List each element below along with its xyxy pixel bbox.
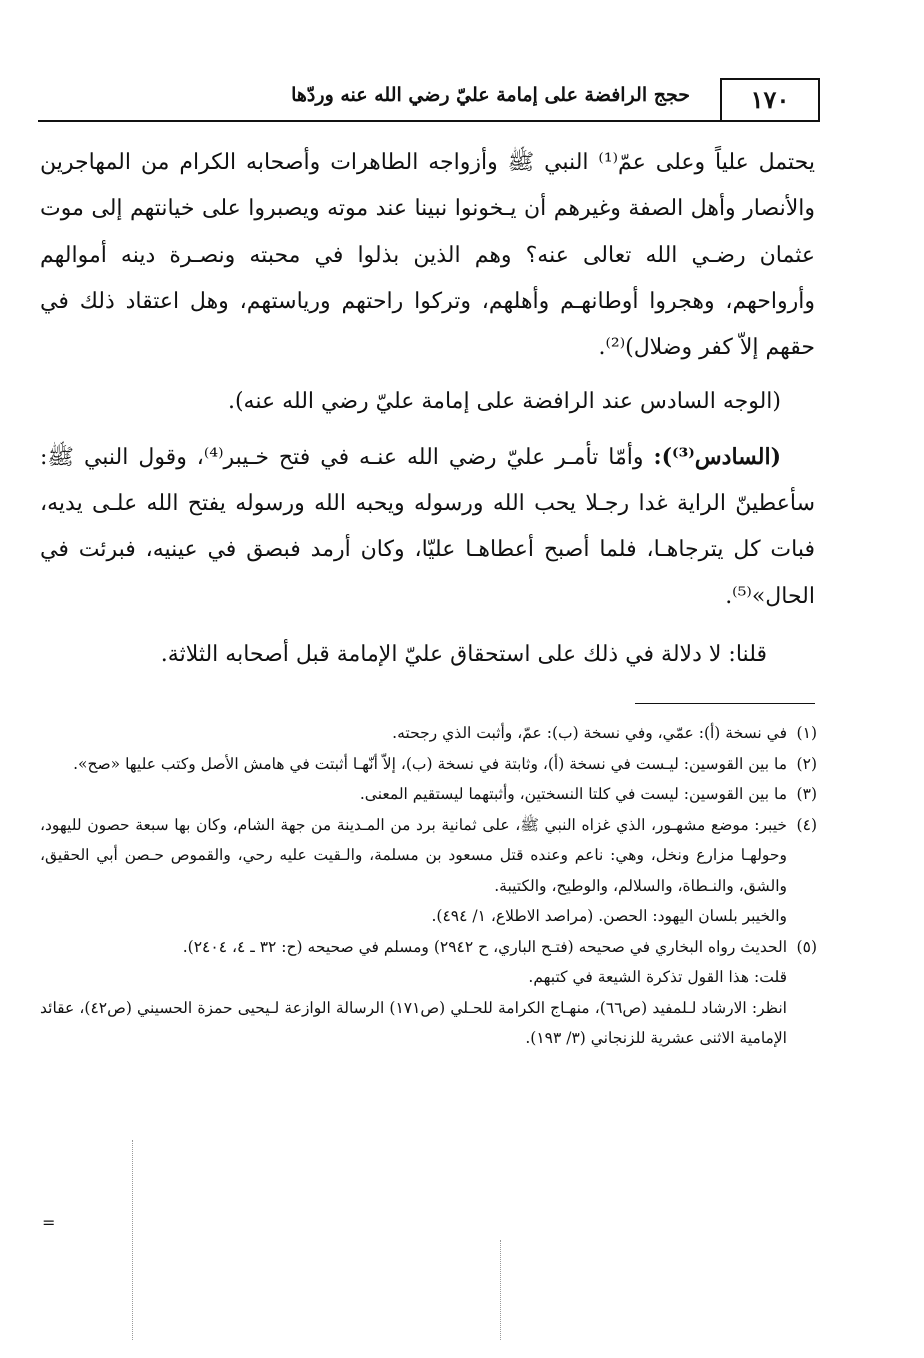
- footnotes: [40, 718, 817, 1054]
- footnote-text: ما بين القوسين: ليـست في نسخة (أ)، وثابتة في نسخة (ب)، إلاّ أنّهـا أثبتت في هامش الأصل وكتب عليها «صح».: [73, 754, 787, 773]
- footnote-text: خيبر: موضع مشهـور، الذي غزاه النبي ﷺ، على ثمانية برد من المـدينة من جهة الشام، وكان بها سبعة حصون لليهود، وحولهـا مزارع ونخل، وهي: ناعم وعنده قتل مسعود بن مسلمة، والـقيت عليه رحي، والقموص حـصن أبي الحقيق، والشق، والنـطاة، والسلالم، والوطيح، والكتيبة.: [40, 815, 787, 895]
- scan-artifact-line: [500, 1240, 501, 1340]
- footnote-number: (١): [796, 724, 817, 742]
- page-header: [38, 78, 820, 122]
- paragraph-3: قلنا: لا دلالة في ذلك على استحقاق عليّ الإمامة قبل أصحابه الثلاثة.: [160, 641, 767, 667]
- continuation-mark: =: [42, 1213, 56, 1232]
- footnote-2: [40, 749, 817, 780]
- footnote-5-comment: قلت: هذا القول تذكرة الشيعة في كتبهم.: [528, 968, 787, 986]
- footnote-separator: [635, 703, 815, 704]
- footnote-number: (٣): [796, 785, 817, 803]
- footnote-number: (٥): [796, 937, 817, 956]
- running-title: حجج الرافضة على إمامة عليّ رضي الله عنه وردّها: [291, 84, 690, 106]
- paragraph-2-label: (السادس⁽³⁾):: [653, 443, 781, 470]
- scan-artifact-line: [132, 1140, 133, 1340]
- footnote-text: ما بين القوسين: ليست في كلتا النسختين، وأثبتهما ليستقيم المعنى.: [359, 785, 787, 803]
- paragraph-2: [40, 434, 815, 620]
- footnote-5-references: انظر: الارشاد لـلمفيد (ص٦٦)، منهـاج الكرامة للحـلي (ص١٧١) الرسالة الوازعة لـيحيى حمزة الحسيني (ص٤٢)، عقائد الإمامية الاثنى عشرية للزنجاني (٣/ ١٩٣).: [40, 998, 787, 1047]
- footnote-number: (٢): [796, 754, 817, 773]
- page-number: ١٧٠: [720, 78, 820, 122]
- footnote-1: [40, 718, 817, 749]
- footnote-3: [40, 779, 817, 810]
- footnote-4: [40, 810, 817, 902]
- main-text: [40, 140, 815, 678]
- section-heading: (الوجه السادس عند الرافضة على إمامة عليّ رضي الله عنه).: [227, 389, 781, 415]
- footnote-4-continuation: والخيبر بلسان اليهود: الحصن. (مراصد الاطلاع، ١/ ٤٩٤).: [431, 907, 787, 925]
- paragraph-1: يحتمل علياً وعلى عمّ⁽¹⁾ النبي ﷺ وأزواجه الطاهرات وأصحابه الكرام من المهاجرين والأنصار وأهل الصفة وغيرهم أن يـخونوا نبينا عند موته ويصبروا على خيانتهم إلى موت عثمان رضـي الله تعالى عنه؟ وهم الذين بذلوا في محبته ونصـرة دينه أموالهم وأرواحهم، وهجروا أوطانهـم وأهلهم، وتركوا راحتهم ورياستهم، وهل اعتقاد ذلك في حقهم إلاّ كفر وضلال)⁽²⁾.: [40, 150, 815, 361]
- paragraph-2-text: وأمّا تأمـر عليّ رضي الله عنـه في فتح خـيبر⁽⁴⁾، وقول النبي ﷺ: سأعطينّ الراية غدا رجـلا يحب الله ورسوله ويحبه الله ورسوله يفتح الله علـى يديه، فبات كل يترجاهـا، فلما أصبح أعطاهـا عليّا، وكان أرمد فبصق في عينيه، فبرئت في الحال»⁽⁵⁾.: [40, 444, 815, 609]
- footnote-number: (٤): [796, 815, 817, 834]
- footnote-text: في نسخة (أ): عمّي، وفي نسخة (ب): عمّ، وأثبت الذي رجحته.: [392, 724, 787, 742]
- footnote-5: [40, 932, 817, 963]
- footnote-text: الحديث رواه البخاري في صحيحه (فتـح الباري، ح ٢٩٤٢) ومسلم في صحيحه (ح: ٣٢ ـ ٤، ٢٤٠٤).: [182, 937, 787, 956]
